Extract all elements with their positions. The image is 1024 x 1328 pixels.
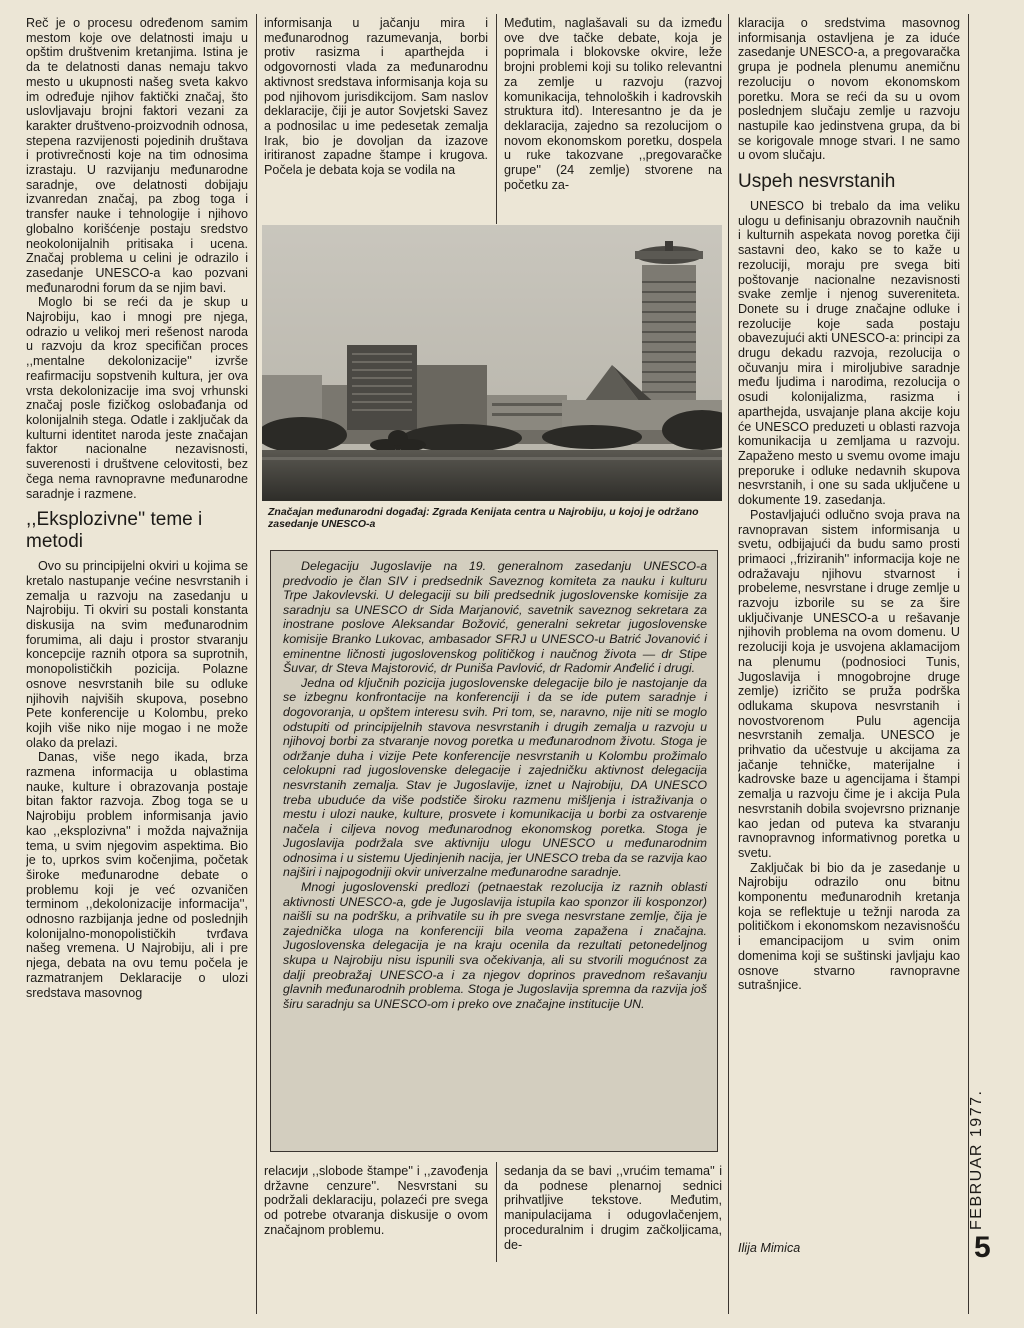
col3-bottom-paragraph: sedanja da se bavi ,,vrućim temama'' i da podnese plenarnoj sednici prihvatljive tekstove. Međutim, manipulacijama i odugovlačenjem, proceduralnim i drugim začkoljicama, de- xyxy=(504,1164,722,1252)
section-heading-success: Uspeh nesvrstanih xyxy=(738,171,896,193)
col4-paragraph: Zaključak bi bio da je zasedanje u Najrobiju odrazilo onu bitnu komponentu međunarodnih kretanja koja se reflektuje u težnji naroda za političkom i ekonomskom nezavisnošću i emancipacijom u svim onim domenima koji se suštinski javljaju kao osnove stvarno ravnopravne sutrašnjice. xyxy=(738,860,960,993)
col2-paragraph: informisanja u jačanju mira i međunarodnog razumevanja, borbi protiv rasizma i aparthejda i odgovornosti vlada za međunarodnu aktivnost sredstava informisanja koja su pod njihovom jurisdikcijom. Sam naslov deklaracije, čiji je autor Sovjetski Savez a podnosilac u ime pedesetak zemalja Irak, bio je dovoljan da izazove iritiranost zapadne štampe i krugova. Počela je debata koja se vodila na xyxy=(264,16,488,178)
col1-paragraph: Reč je o procesu određenom samim mestom koje ove delatnosti imaju u opštim društvenim kretanjima. Istina je da te delatnosti danas nemaju takvo mesto u ukupnosti našeg sveta kakvo im određuje njihov faktički značaj, što uslovljavaju brojni faktori vezani za karakter društveno-proizvodnih odnosa, stepena razvijenosti pojedinih društava i protivrečnosti koje na tim odnosima izrastaju. U razvijanju međunarodne saradnje, ove delatnosti dobijaju izvanredan značaj, pa zbog toga i transfer nauke i tehnologije i njihovo globalno korišćenje postaju sredstvo neokolonijalnih pritisaka i ucena. Značaj problema u celini je odrazilo i zasedanje UNESCO-a kao pozvani međunarodni forum da se njim bavi. xyxy=(26,16,248,295)
column-3-bottom xyxy=(504,1164,722,1264)
column-1 xyxy=(26,16,248,1276)
column-4 xyxy=(738,16,960,1234)
column-2-bottom xyxy=(264,1164,488,1264)
col1-paragraph: Danas, više nego ikada, brza razmena informacija u oblastima nauke, kulture i obrazovanja postaje bitan faktor razvoja. Zbog toga se u Najrobiju problem informisanja javio kao ,,eksplozivna'' i možda najvažnija tema, u svim njegovim aspektima. Bio je to, uprkos svim kočenjima, početak široke međunarodne debate o problemu koji je već ozvaničen terminom ,,dekolonizacije informacija'', odnosno razbijanja jedne od poslednjih kolonijalno-monopolističkih tvrđava našeg vremena. U Najrobiju, ali i pre njega, debata na ovu temu počela je razmatranjem Deklaracije o ulozi sredstava masovnog xyxy=(26,750,248,1000)
col1-paragraph: Ovo su principijelni okviri u kojima se kretalo nastupanje većine nesvrstanih i zemalja u razvoju na zasedanju u Najrobiju. Ti okviri su postali konstanta diskusija na svim međunarodnim forumima, ali daju i prostor stvaranju koncepcije raznih otpora sa suprotnih, monopolističkih pozicija. Polazne osnove nesvrstanih bile su odluke njihovih najviših skupova, posebno Pete konferencije u Kolombu, preko kojih više niko nije mogao i ne može olako da prelazi. xyxy=(26,559,248,750)
photo-caption: Značajan međunarodni događaj: Zgrada Kenijata centra u Najrobiju, u kojoj je održano zasedanje UNESCO-a xyxy=(268,506,699,530)
col1-paragraph: Moglo bi se reći da je skup u Najrobiju, kao i mnogi pre njega, odrazio u velikoj meri rešenost naroda u razvoju da kroz specifičan proces ,,mentalne dekolonizacije'' izvrše reafirmaciju sopstvenih kultura, jer ova vrsta dekolonizacije ima svoj vrhunski značaj posle fizičkog oslobađanja od kolonijalnih stega. Odatle i zaključak da kulturni identitet naroda jeste značajan faktor nacionalne nezavisnosti, suverenosti i društvene celovitosti, bez čega nema ravnopravne međunarodne saradnje i razmene. xyxy=(26,295,248,501)
col3-paragraph: Međutim, naglašavali su da između ove dve tačke debate, koja je poprimala i blokovske okvire, leže brojni problemi koji su toliko relevantni za zemlje u razvoju (razvoj komunikacija, tehnoloških i kadrovskih struktura itd). Interesantno je da je deklaracija, zajedno sa rezolucijom o novom ekonomskom poretku, dospela u ruke takozvane ,,pregovaračke grupe'' (24 zemlje) stvorene na početku za- xyxy=(504,16,722,192)
page-number: 5 xyxy=(974,1231,991,1264)
col2-bottom-paragraph: relacији ,,slobode štampe'' i ,,zavođenja državne cenzure''. Nesvrstani su podržali deklaraciju, polazeći pre svega od potrebe otvaranja diskusije o ovom značajnom problemu. xyxy=(264,1164,488,1237)
column-rule-1 xyxy=(256,14,257,1314)
kenyatta-centre-photo xyxy=(262,225,722,501)
column-3-top xyxy=(504,16,722,221)
delegation-box xyxy=(270,550,718,1152)
box-paragraph: Delegaciju Jugoslavije na 19. generalnom zasedanju UNESCO-a predvodio je član SIV i predsednik Saveznog komiteta za nauku i kulturu Trpe Jakovlevski. U delegaciji su bili predsednik jugoslovenske komisije za saradnju sa UNESCO dr Sida Marjanović, savetnik saveznog sekretara za inostrane poslove Aleksandar Božović, generalni sekretar jugoslovenske komisije Branko Lukovac, ambasador SFRJ u UNESCO-u Batrić Jovanović i eminentne ličnosti jugoslovenskog političkog i naučnog života — dr Stipe Šuvar, dr Steva Majstorović, dr Puniša Pavlović, dr Radomir Anđelić i drugi. xyxy=(283,559,707,676)
col4-paragraph: UNESCO bi trebalo da ima veliku ulogu u definisanju obrazovnih naučnih i kulturnih aspekata novog poretka čiji sastavni deo, kako se to kaže u rezoluciji, moraju pre svega biti poštovanje nacionalne nezavisnosti svake zemlje i njenog suvereniteta. Donete su i druge značajne odluke i rezolucije koje sada postaju obavezujući akti UNESCO-a: principi za drugu dekadu razvoja, rezolucija o očuvanju mira i miroljubive saradnje među ljudima i narodima, rezolucija o osudi kolonijalizma, rasizma i aparthejda, usvajanje plana akcije koju će UNESCO preduzeti u oblasti razvoja komunikacija u zemljama u razvoju. Zapaženo mesto u svemu ovome imaju preporuke i odluke nedavnih skupova nesvrstanih, i one su sada uključene u dokumente 19. zasedanja. xyxy=(738,199,960,508)
section-heading-explosive-topics: ,,Eksplozivne'' teme i metodi xyxy=(26,509,203,553)
col4-paragraph: klaracija o sredstvima masovnog informisanja ostavljena je za iduće zasedanje UNESCO-a, a pregovaračka grupa je podnela plenumu anemičnu rezoluciju o novom ekonomskom poretku. Mora se reći da su u ovom poslednjem slučaju zemlje u razvoju nastupile kao jedinstvena grupa, da bi se korigovale mnoge stvari. I ne samo u ovom slučaju. xyxy=(738,16,960,163)
column-rule-2 xyxy=(496,14,497,224)
column-2-top xyxy=(264,16,488,221)
column-rule-5 xyxy=(496,1162,497,1262)
box-paragraph: Mnogi jugoslovenski predlozi (petnaestak rezolucija iz raznih oblasti aktivnosti UNESCO-a, gde je Jugoslavija istupila kao sponzor ili kosponzor) naišli su na podršku, a prihvatile su ih pre svega nesvrstane zemlje, čija je zajednička uloga na konferenciji bila veoma zapažena i značajna. Jugoslovenska delegacija je na kraju ocenila da rezultati petonedeljnog skupa u Najrobiju nisu ispunili sva očekivanja, ali su stvorili mogućnost za dalji preobražaj UNESCO-a i za njegov doprinos pravednom rešavanju glavnih međunarodnih problema. Stoga je Jugoslavija spremna da razvija još širu saradnju sa UNESCO-om i preko ove značajne institucije UN. xyxy=(283,880,707,1011)
author-signature: Ilija Mimica xyxy=(738,1241,801,1255)
box-paragraph: Jedna od ključnih pozicija jugoslovenske delegacije bilo je nastojanje da se izbegnu konfrontacije na konferenciji i da se ide putem saradnje i dogovoranja, u opštem interesu svih. Pri tom, se, naravno, nije niti se moglo odstupiti od principijelnih stavova nesvrstanih i drugih zemalja u razvoju u njihovoj borbi za stvaranje novog poretka u međunarodnom životu. Stoga je održanje duha i vizije Pete konferencije nesvrstanih u Kolombu prožimalo celokupni rad jugoslovenske delegacije i zajedničku aktivnost delegacija nesvrstanih zemalja. Stav je Jugoslavije, iznet u Najrobiju, DA UNESCO treba ubuduće da više podstiče široku razmenu mišljenja i istraživanja o mestu i ulozi nauke, kulture, prosvete i komunikacija u borbi za ostvarenje načela i ciljeva novog međunarodnog ekonomskog poretka. Stoga je Jugoslavija podržala sve aktivniju ulogu UNESCO u međunarodnim odnosima i u sistemu Ujedinjenih nacija, jer UNESCO treba da se razvija kao najširi i najpogodniji okvir univerzalne međunarodne saradnje. xyxy=(283,675,707,880)
issue-date: FEBRUAR 1977. xyxy=(968,1089,985,1230)
column-rule-3 xyxy=(728,14,729,1314)
col4-paragraph: Postavljajući odlučno svoja prava na ravnopravan sistem informisanja u svetu, odbijajući da budu samo prosti primaoci ,,friziranih'' informacija koje ne odražavaju njihovu stvarnost i probeleme, nesvrstane i druge zemlje u razvoju izborile su se za šire uključivanje UNESCO-a u rešavanje njihovih problema na ovom domenu. U rezoluciji koja je usvojena aklamacijom na plenumu (podnosioci Tunis, Jugoslavija i mnogobrojne druge zemlje) izričito se pruža podrška odlukama skupova nesvrstanih i novostvorenom Pulu agencija nesvrstanih zemalja. UNESCO je prihvatio da učestvuje u akcijama za jačanje tehničke, materijalne i kadrovske baze u agencijama i štampi zemalja u razvoju čime je i akcija Pula nesvrstanih dobila svojevrsno priznanje kao jedan od puteva ka stvaranju ravnopravnog informativnog poretka u svetu. xyxy=(738,507,960,860)
